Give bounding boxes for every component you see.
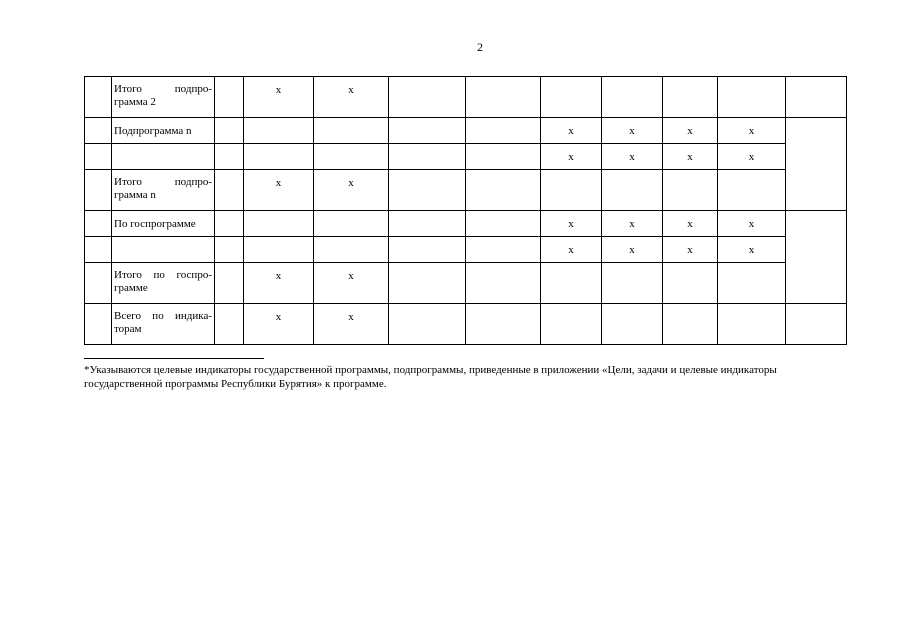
table-cell — [314, 118, 389, 144]
table-cell — [466, 118, 541, 144]
table-cell — [244, 118, 314, 144]
table-cell — [541, 170, 602, 211]
table-row — [85, 118, 847, 144]
table-cell — [602, 263, 663, 304]
x-mark: x — [718, 118, 786, 144]
table-cell — [389, 304, 466, 345]
table-cell — [466, 77, 541, 118]
table-row — [85, 211, 847, 237]
x-mark: x — [663, 144, 718, 170]
x-mark: x — [541, 237, 602, 263]
x-mark: x — [602, 211, 663, 237]
table-cell — [389, 237, 466, 263]
x-mark: x — [602, 144, 663, 170]
table-cell — [663, 170, 718, 211]
table-cell — [215, 77, 244, 118]
x-mark: x — [244, 304, 314, 345]
row-label: Подпрограмма n — [112, 118, 215, 144]
table-cell — [718, 304, 786, 345]
table-cell — [244, 144, 314, 170]
x-mark: x — [314, 304, 389, 345]
table-cell — [541, 304, 602, 345]
table-cell — [541, 263, 602, 304]
table-cell — [541, 77, 602, 118]
x-mark: x — [663, 237, 718, 263]
table-row — [85, 304, 847, 345]
x-mark: x — [602, 237, 663, 263]
x-mark: x — [663, 118, 718, 144]
table-cell — [85, 237, 112, 263]
table-cell — [389, 170, 466, 211]
x-mark: x — [314, 77, 389, 118]
table-cell — [602, 304, 663, 345]
table-cell — [215, 144, 244, 170]
x-mark: x — [541, 211, 602, 237]
x-mark: x — [602, 118, 663, 144]
table-cell — [786, 237, 847, 263]
table-cell — [389, 211, 466, 237]
table-cell — [244, 211, 314, 237]
table-cell — [314, 144, 389, 170]
table-cell — [718, 170, 786, 211]
footnote-separator — [84, 358, 264, 359]
table-cell — [786, 118, 847, 144]
table-cell — [786, 263, 847, 304]
x-mark: x — [663, 211, 718, 237]
table-cell — [718, 263, 786, 304]
footnote-text: *Указываются целевые индикаторы государственной программы, подпрограммы, приведенные в приложении «Цели, задачи и целевые индикаторы государственной программы Республики Бурятия» к программе. — [84, 364, 777, 390]
x-mark: x — [244, 77, 314, 118]
x-mark: x — [718, 144, 786, 170]
x-mark: x — [314, 170, 389, 211]
table-cell — [466, 211, 541, 237]
table-cell — [85, 211, 112, 237]
table-row — [85, 263, 847, 304]
table-cell — [389, 144, 466, 170]
table-cell — [314, 211, 389, 237]
table-row — [85, 170, 847, 211]
table-row — [85, 237, 847, 263]
table-cell — [215, 237, 244, 263]
x-mark: x — [541, 118, 602, 144]
x-mark: x — [314, 263, 389, 304]
table-cell — [85, 263, 112, 304]
table-cell — [466, 170, 541, 211]
table-cell — [663, 77, 718, 118]
table-cell — [85, 144, 112, 170]
table-cell — [85, 304, 112, 345]
x-mark: x — [718, 237, 786, 263]
table-cell — [215, 304, 244, 345]
table-cell — [314, 237, 389, 263]
table-cell — [215, 118, 244, 144]
table-cell — [85, 77, 112, 118]
table-cell — [602, 170, 663, 211]
table-cell — [389, 263, 466, 304]
page-number: 2 — [477, 40, 483, 54]
table-cell — [389, 118, 466, 144]
table-cell — [786, 77, 847, 118]
table-cell — [786, 170, 847, 211]
table-cell — [786, 304, 847, 345]
x-mark: x — [244, 263, 314, 304]
row-label: Всего по индика-торам — [112, 304, 215, 345]
table-cell — [215, 211, 244, 237]
table-cell — [85, 170, 112, 211]
table-cell — [786, 144, 847, 170]
row-label — [112, 237, 215, 263]
table-cell — [466, 237, 541, 263]
x-mark: x — [244, 170, 314, 211]
table-cell — [85, 118, 112, 144]
table-cell — [466, 263, 541, 304]
table-cell — [215, 263, 244, 304]
table-cell — [466, 304, 541, 345]
table-cell — [466, 144, 541, 170]
row-label: Итого подпро-грамма n — [112, 170, 215, 211]
table-cell — [244, 237, 314, 263]
table-cell — [663, 263, 718, 304]
x-mark: x — [541, 144, 602, 170]
table-row — [85, 77, 847, 118]
table-cell — [602, 77, 663, 118]
x-mark: x — [718, 211, 786, 237]
row-label — [112, 144, 215, 170]
row-label: Итого подпро-грамма 2 — [112, 77, 215, 118]
table-cell — [389, 77, 466, 118]
table-cell — [786, 211, 847, 237]
row-label: Итого по госпро-грамме — [112, 263, 215, 304]
table-cell — [215, 170, 244, 211]
row-label: По госпрограмме — [112, 211, 215, 237]
table-cell — [718, 77, 786, 118]
table-cell — [663, 304, 718, 345]
indicators-table — [84, 76, 847, 345]
table-row — [85, 144, 847, 170]
